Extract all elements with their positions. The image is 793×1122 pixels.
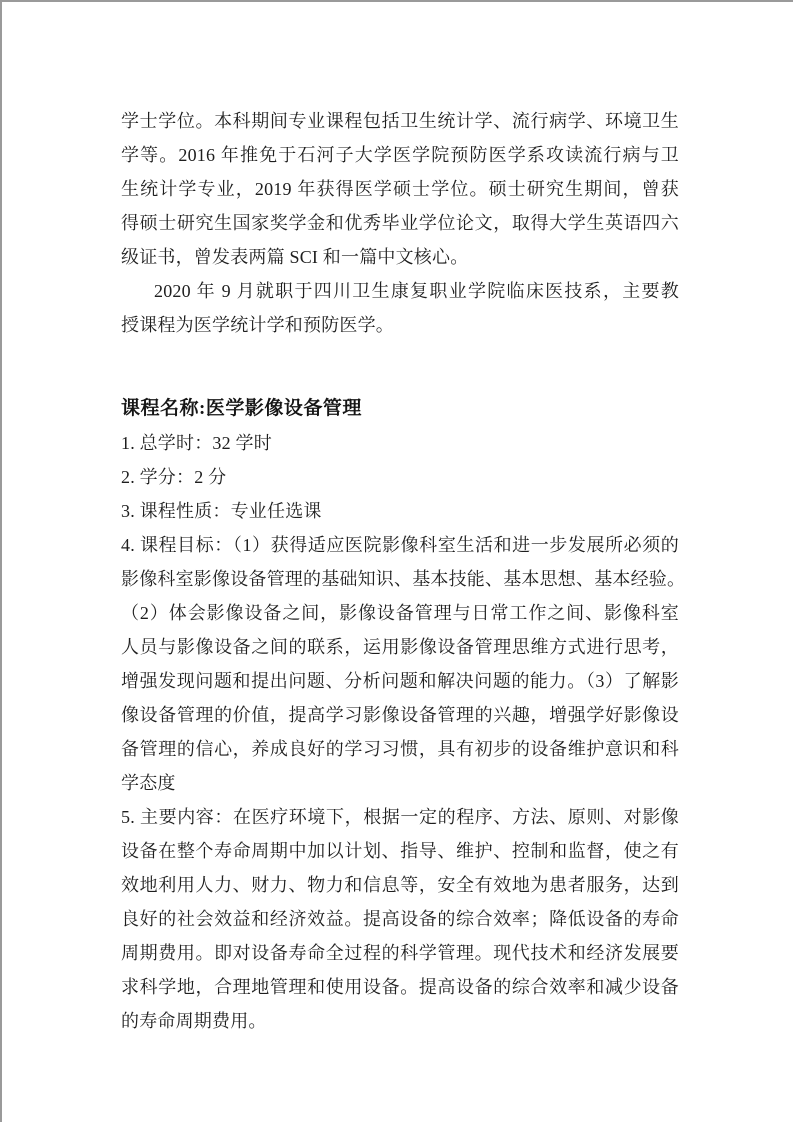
bio-paragraph-2 [121,274,679,342]
text-line: 像设备管理的价值，提高学习影像设备管理的兴趣，增强学好影像设 [121,705,679,725]
text-line: 级证书，曾发表两篇 SCI 和一篇中文核心。 [121,247,469,267]
course-item-main-content [121,800,679,1038]
text-line: 得硕士研究生国家奖学金和优秀毕业学位论文，取得大学生英语四六 [121,213,679,233]
text-line: 求科学地，合理地管理和使用设备。提高设备的综合效率和减少设备 [121,977,679,997]
text-line: 5. 主要内容：在医疗环境下，根据一定的程序、方法、原则、对影像 [121,807,679,827]
text-line: 1. 总学时：32 学时 [121,433,272,453]
course-item-objectives [121,528,686,800]
text-line: 备管理的信心，养成良好的学习习惯，具有初步的设备维护意识和科 [121,739,679,759]
course-item-credits [121,460,679,494]
text-line: （2）体会影像设备之间，影像设备管理与日常工作之间、影像科室 [121,603,679,623]
bio-section [121,104,679,342]
text-line: 人员与影像设备之间的联系，运用影像设备管理思维方式进行思考， [121,637,679,657]
page-content [121,104,686,1038]
text-line: 授课程为医学统计学和预防医学。 [121,315,394,335]
course-title-heading: 课程名称:医学影像设备管理 [121,398,362,419]
course-section [121,392,686,1038]
text-line: 学等。2016 年推免于石河子大学医学院预防医学系攻读流行病与卫 [121,145,679,165]
text-line: 良好的社会效益和经济效益。提高设备的综合效率；降低设备的寿命 [121,909,679,929]
text-line: 效地利用人力、财力、物力和信息等，安全有效地为患者服务，达到 [121,875,679,895]
text-line: 生统计学专业，2019 年获得医学硕士学位。硕士研究生期间，曾获 [121,179,679,199]
text-line: 影像科室影像设备管理的基础知识、基本技能、基本思想、基本经验。 [121,569,686,589]
text-line: 的寿命周期费用。 [121,1011,267,1031]
text-line: 学态度 [121,773,176,793]
text-line: 2. 学分：2 分 [121,467,227,487]
text-line: 4. 课程目标：（1）获得适应医院影像科室生活和进一步发展所必须的 [121,535,679,555]
text-line: 周期费用。即对设备寿命全过程的科学管理。现代技术和经济发展要 [121,943,679,963]
text-line: 增强发现问题和提出问题、分析问题和解决问题的能力。（3）了解影 [121,671,679,691]
text-line: 3. 课程性质：专业任选课 [121,501,322,521]
text-line: 学士学位。本科期间专业课程包括卫生统计学、流行病学、环境卫生 [121,111,679,131]
course-item-total-hours [121,426,679,460]
course-item-nature [121,494,679,528]
bio-paragraph-1 [121,104,679,274]
text-line: 设备在整个寿命周期中加以计划、指导、维护、控制和监督，使之有 [121,841,679,861]
text-line: 2020 年 9 月就职于四川卫生康复职业学院临床医技系，主要教 [154,281,679,301]
